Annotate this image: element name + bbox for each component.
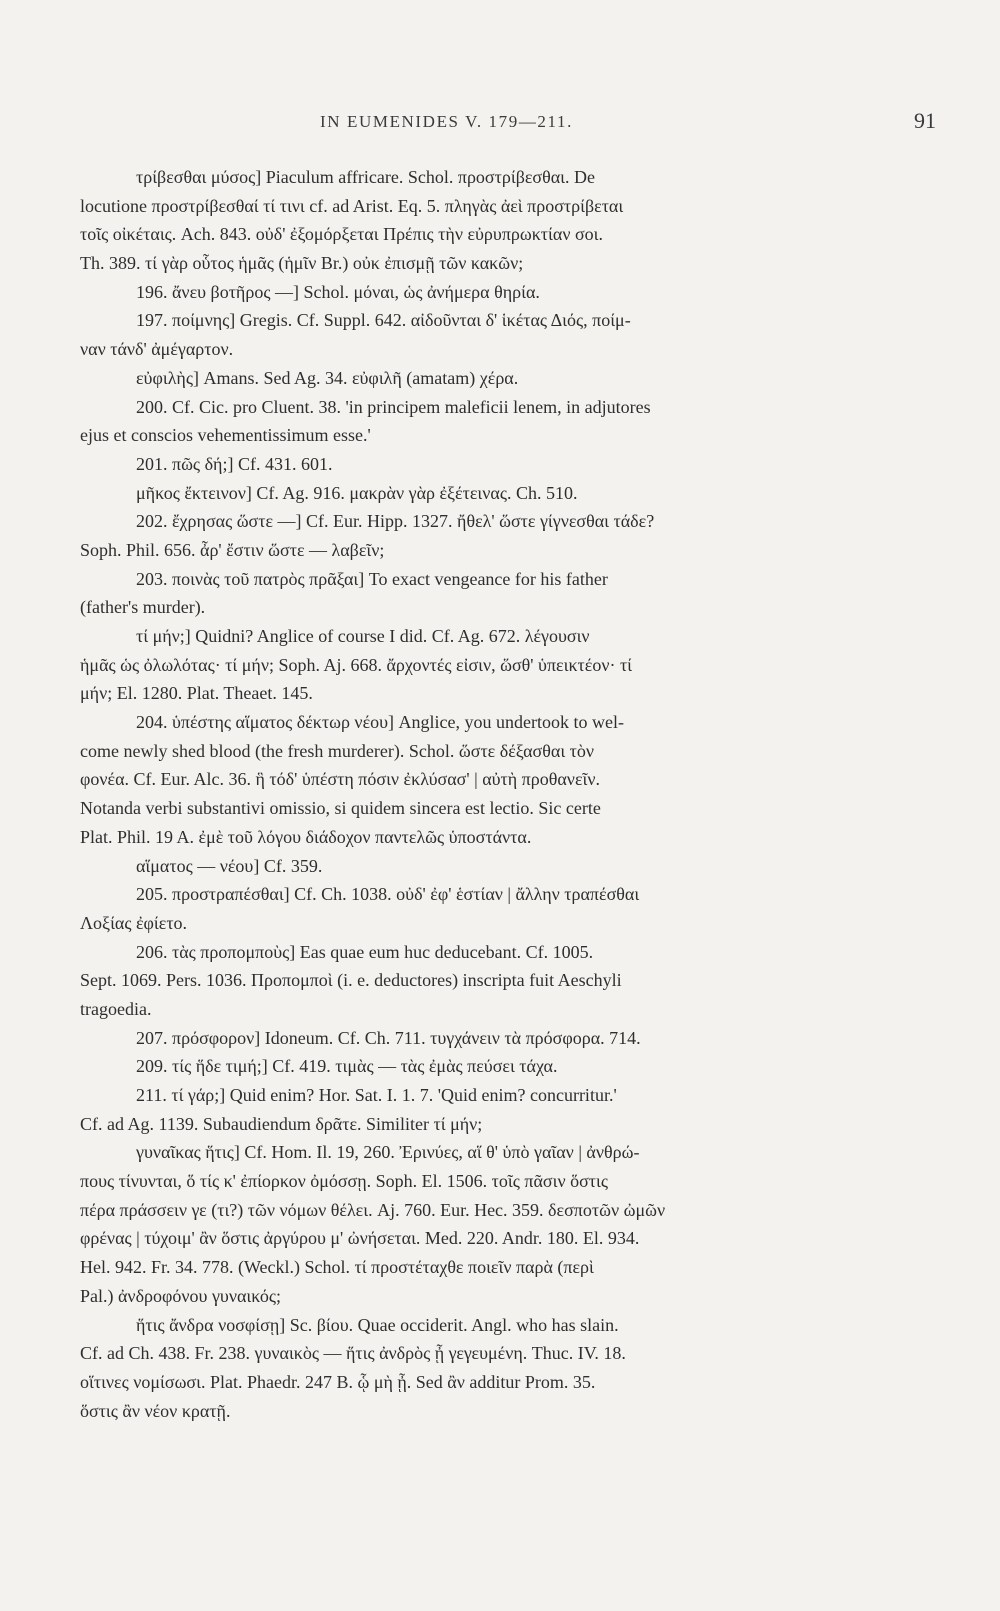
text-line: τοῖς οἰκέταις. Ach. 843. οὐδ' ἐξομόρξεται Πρέπις τὴν εὐρυπρωκτίαν σοι.	[80, 224, 604, 245]
text-line: ἥτις ἄνδρα νοσφίσῃ] Sc. βίου. Quae occiderit. Angl. who has slain.	[136, 1314, 619, 1335]
text-line: πους τίνυνται, ὅ τίς κ' ἐπίορκον ὀμόσσῃ. Soph. El. 1506. τοῖς πᾶσιν ὅστις	[80, 1171, 608, 1192]
text-line: tragoedia.	[80, 998, 152, 1019]
text-line: Pal.) ἀνδροφόνου γυναικός;	[80, 1285, 282, 1306]
text-line: Plat. Phil. 19 A. ἐμὲ τοῦ λόγου διάδοχον παντελῶς ὑποστάντα.	[80, 826, 532, 847]
commentary-body	[80, 163, 940, 1425]
text-line: Th. 389. τί γὰρ οὗτος ἡμᾶς (ἡμῖν Br.) οὐκ ἐπισμῇ τῶν κακῶν;	[80, 253, 524, 274]
text-line: Λοξίας ἐφίετο.	[80, 912, 188, 933]
text-line: ejus et conscios vehementissimum esse.'	[80, 425, 371, 446]
text-line: μήν; El. 1280. Plat. Theaet. 145.	[80, 683, 313, 704]
text-line: ὅστις ἂν νέον κρατῇ.	[80, 1400, 231, 1421]
text-line: 207. πρόσφορον] Idoneum. Cf. Ch. 711. τυγχάνειν τὰ πρόσφορα. 714.	[136, 1027, 641, 1048]
text-line: Notanda verbi substantivi omissio, si quidem sincera est lectio. Sic certe	[80, 798, 601, 819]
text-line: τί μήν;] Quidni? Anglice of course I did. Cf. Ag. 672. λέγουσιν	[136, 626, 590, 646]
page-number: 91	[914, 108, 936, 133]
text-line: 200. Cf. Cic. pro Cluent. 38. 'in principem maleficii lenem, in adjutores	[136, 396, 651, 417]
text-line: μῆκος ἔκτεινον] Cf. Ag. 916. μακρὰν γὰρ ἐξέτεινας. Ch. 510.	[136, 482, 578, 503]
text-line: 196. ἄνευ βοτῆρος —] Schol. μόναι, ὡς ἀνήμερα θηρία.	[136, 281, 540, 302]
text-line: Sept. 1069. Pers. 1036. Προπομποὶ (i. e. deductores) inscripta fuit Aeschyli	[80, 970, 622, 991]
text-line: 201. πῶς δή;] Cf. 431. 601.	[136, 453, 333, 474]
text-line: 204. ὑπέστης αἵματος δέκτωρ νέου] Anglice, you undertook to wel-	[136, 712, 624, 733]
running-head: IN EUMENIDES V. 179—211.	[320, 112, 573, 131]
text-line: 206. τὰς προπομποὺς] Eas quae eum huc deducebant. Cf. 1005.	[136, 941, 594, 962]
text-line: Cf. ad Ag. 1139. Subaudiendum δρᾶτε. Similiter τί μήν;	[80, 1113, 483, 1134]
text-line: Hel. 942. Fr. 34. 778. (Weckl.) Schol. τί προστέταχθε ποιεῖν παρὰ (περὶ	[80, 1257, 594, 1278]
text-line: πέρα πράσσειν γε (τι?) τῶν νόμων θέλει. Aj. 760. Eur. Hec. 359. δεσποτῶν ὠμῶν	[80, 1199, 666, 1220]
text-line: Soph. Phil. 656. ἆρ' ἔστιν ὥστε — λαβεῖν;	[80, 539, 385, 560]
text-line: οἵτινες νομίσωσι. Plat. Phaedr. 247 B. ᾧ μὴ ᾖ. Sed ἂν additur Prom. 35.	[80, 1371, 596, 1392]
text-line: φονέα. Cf. Eur. Alc. 36. ἣ τόδ' ὑπέστη πόσιν ἐκλύσασ' | αὐτὴ προθανεῖν.	[80, 769, 600, 790]
text-line: 211. τί γάρ;] Quid enim? Hor. Sat. I. 1. 7. 'Quid enim? concurritur.'	[136, 1085, 617, 1105]
text-line: (father's murder).	[80, 597, 206, 618]
text-line: 202. ἔχρησας ὥστε —] Cf. Eur. Hipp. 1327. ἤθελ' ὥστε γίγνεσθαι τάδε?	[136, 511, 655, 532]
text-line: τρίβεσθαι μύσος] Piaculum affricare. Schol. προστρίβεσθαι. De	[136, 167, 595, 187]
text-line: αἵματος — νέου] Cf. 359.	[136, 855, 323, 876]
text-line: locutione προστρίβεσθαί τί τινι cf. ad Arist. Eq. 5. πληγὰς ἀεὶ προστρίβεται	[80, 195, 624, 216]
text-line: ναν τάνδ' ἀμέγαρτον.	[80, 339, 234, 360]
text-line: φρένας | τύχοιμ' ἂν ὅστις ἀργύρου μ' ὠνήσεται. Med. 220. Andr. 180. El. 934.	[80, 1228, 640, 1249]
text-line: ἡμᾶς ὡς ὀλωλότας· τί μήν; Soph. Aj. 668. ἄρχοντές εἰσιν, ὥσθ' ὑπεικτέον· τί	[80, 654, 633, 675]
text-line: γυναῖκας ἥτις] Cf. Hom. Il. 19, 260. Ἐρινύες, αἵ θ' ὑπὸ γαῖαν | ἀνθρώ-	[136, 1142, 640, 1163]
page-header	[80, 108, 940, 138]
text-line: 197. ποίμνης] Gregis. Cf. Suppl. 642. αἰδοῦνται δ' ἱκέτας Διός, ποίμ-	[136, 310, 631, 331]
text-line: come newly shed blood (the fresh murderer). Schol. ὥστε δέξασθαι τὸν	[80, 740, 595, 761]
text-line: 205. προστραπέσθαι] Cf. Ch. 1038. οὐδ' ἐφ' ἑστίαν | ἄλλην τραπέσθαι	[136, 884, 640, 905]
text-line: εὐφιλὴς] Amans. Sed Ag. 34. εὐφιλῆ (amatam) χέρα.	[136, 367, 519, 388]
text-line: 203. ποινὰς τοῦ πατρὸς πρᾶξαι] To exact vengeance for his father	[136, 568, 608, 589]
text-line: Cf. ad Ch. 438. Fr. 238. γυναικὸς — ἥτις ἀνδρὸς ᾖ γεγευμένη. Thuc. IV. 18.	[80, 1343, 626, 1364]
text-line: 209. τίς ἥδε τιμή;] Cf. 419. τιμὰς — τὰς ἐμὰς πεύσει τάχα.	[136, 1056, 558, 1077]
